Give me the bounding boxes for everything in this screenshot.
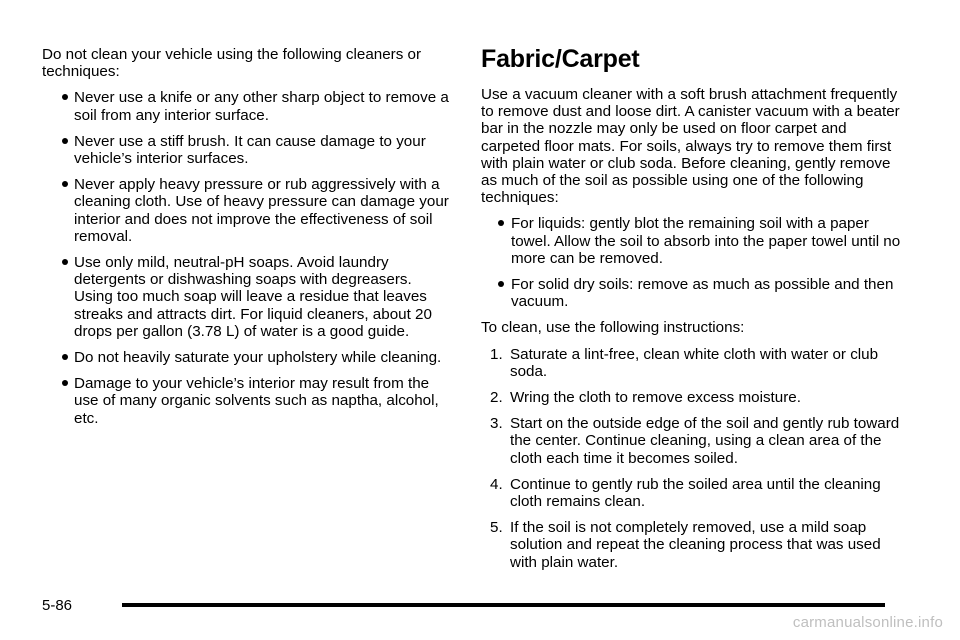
list-item-text: For solid dry soils: remove as much as possible and then vacuum. <box>511 276 894 311</box>
warning-list <box>42 89 454 426</box>
step-number: 2. <box>490 389 503 407</box>
step-text: Continue to gently rub the soiled area until the cleaning cloth remains clean. <box>510 475 881 511</box>
step-item <box>481 476 901 510</box>
instruction-steps <box>481 346 901 571</box>
step-text: If the soil is not completely removed, use a mild soap solution and repeat the cleaning process that was used with plain water. <box>510 519 881 571</box>
list-item-text: Never apply heavy pressure or rub aggressively with a cleaning cloth. Use of heavy pressure can damage your interior and does not improve the effectiveness of soil removal. <box>74 176 449 245</box>
list-item-text: Do not heavily saturate your upholstery while cleaning. <box>74 349 442 367</box>
step-item <box>481 519 901 571</box>
step-text: Saturate a lint-free, clean white cloth with water or club soda. <box>510 345 879 380</box>
list-item-text: For liquids: gently blot the remaining soil with a paper towel. Allow the soil to absorb into the paper towel until no more can be removed. <box>511 215 901 267</box>
list-item-text: Use only mild, neutral-pH soaps. Avoid laundry detergents or dishwashing soaps with degreasers. Using too much soap will leave a residue that leaves streaks and attracts dirt. For liquid cleaners, about 20 drops per gallon (3.78 L) of water is a good guide. <box>74 254 432 340</box>
right-column <box>481 44 901 571</box>
footer-rule <box>122 603 885 607</box>
watermark: carmanualsonline.info <box>792 614 943 631</box>
step-text: Start on the outside edge of the soil and gently rub toward the center. Continue cleaning, using a clean area of the cloth each time it becomes soiled. <box>510 415 900 467</box>
page-number: 5-86 <box>42 597 73 614</box>
list-item-text: Never use a stiff brush. It can cause damage to your vehicle’s interior surfaces. <box>74 132 426 168</box>
bullet-icon <box>498 220 504 226</box>
bullet-icon <box>62 94 68 100</box>
bullet-icon <box>62 138 68 144</box>
step-item <box>481 346 901 380</box>
list-item <box>42 176 454 245</box>
step-number: 1. <box>490 345 503 363</box>
instructions-intro: To clean, use the following instructions: <box>481 319 745 337</box>
list-item <box>42 349 454 366</box>
section-heading: Fabric/Carpet <box>481 45 640 73</box>
bullet-icon <box>62 354 68 360</box>
step-number: 3. <box>490 415 503 433</box>
list-item <box>481 276 901 310</box>
step-item <box>481 415 901 467</box>
left-column <box>42 46 454 427</box>
list-item <box>42 375 454 427</box>
step-number: 4. <box>490 475 503 493</box>
step-number: 5. <box>490 519 503 537</box>
list-item <box>481 215 901 267</box>
fabric-carpet-intro: Use a vacuum cleaner with a soft brush attachment frequently to remove dust and loose dirt. A canister vacuum with a beater bar in the nozzle may only be used on floor carpet and carpeted floor mats. For soils, always try to remove them first with plain water or club soda. Before cleaning, gently remove as much of the soil as possible using one of the following techniques: <box>481 86 900 207</box>
bullet-icon <box>62 380 68 386</box>
cleaning-warning-intro: Do not clean your vehicle using the following cleaners or techniques: <box>42 46 422 81</box>
list-item-text: Never use a knife or any other sharp object to remove a soil from any interior surface. <box>74 89 449 124</box>
bullet-icon <box>498 281 504 287</box>
bullet-icon <box>62 181 68 187</box>
list-item <box>42 89 454 123</box>
technique-list <box>481 215 901 310</box>
list-item-text: Damage to your vehicle’s interior may result from the use of many organic solvents such as naptha, alcohol, etc. <box>74 375 439 427</box>
step-item <box>481 389 901 406</box>
step-text: Wring the cloth to remove excess moisture. <box>510 389 801 407</box>
list-item <box>42 133 454 167</box>
bullet-icon <box>62 259 68 265</box>
list-item <box>42 254 454 340</box>
